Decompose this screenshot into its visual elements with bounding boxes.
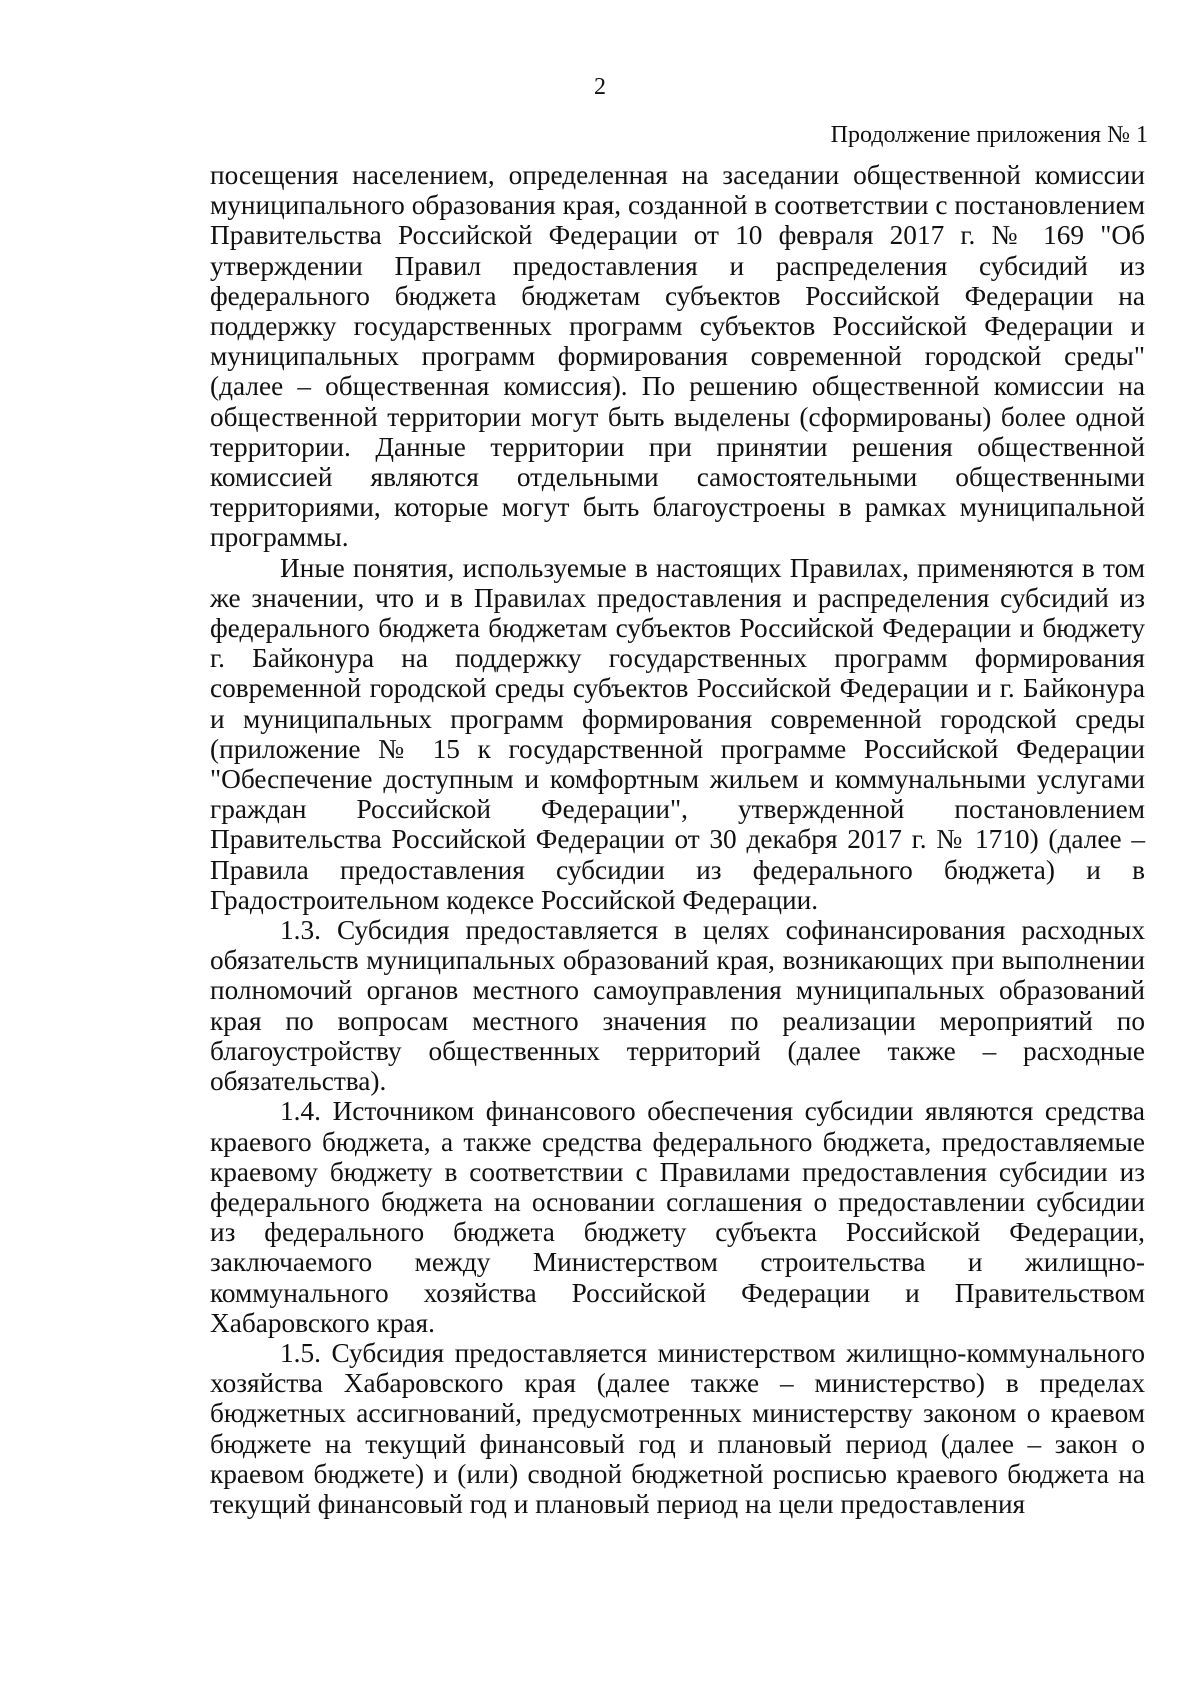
paragraph-other-terms: Иные понятия, используемые в настоящих Правилах, применяются в том же значении, что и в Правилах предоставления и распределения субсидий из федерального бюджета бюджетам субъектов Российской Федерации и бюджету г. Байконура на поддержку государственных программ формирования современной городской среды субъектов Российской Федерации и г. Байконура и муниципальных программ формирования современной городской среды (приложение № 15 к государственной программе Российской Федерации "Обеспечение доступным и комфортным жильем и коммунальными услугами граждан Российской Федерации", утвержденной постановлением Правительства Российской Федерации от 30 декабря 2017 г. № 1710) (далее – Правила предоставления субсидии из федерального бюджета) и в Градостроительном кодексе Российской Федерации. <box>210 552 1145 915</box>
page-number: 2 <box>594 74 606 100</box>
paragraph-continued: посещения населением, определенная на заседании общественной комиссии муниципального образования края, созданной в соответствии с постановлением Правительства Российской Федерации от 10 февраля 2017 г. № 169 "Об утверждении Правил предоставления и распределения субсидий из федерального бюджета бюджетам субъектов Российской Федерации на поддержку государственных программ субъектов Российской Федерации и муниципальных программ формирования современной городской среды" (далее – общественная комиссия). По решению общественной комиссии на общественной территории могут быть выделены (сформированы) более одной территории. Данные территории при принятии решения общественной комиссией являются отдельными самостоятельными общественными территориями, которые могут быть благоустроены в рамках муниципальной программы. <box>210 160 1145 553</box>
paragraph-1-4: 1.4. Источником финансового обеспечения субсидии являются средства краевого бюджета, а также средства федерального бюджета, предоставляемые краевому бюджету в соответствии с Правилами предоставления субсидии из федерального бюджета на основании соглашения о предоставлении субсидии из федерального бюджета бюджету субъекта Российской Федерации, заключаемого между Министерством строительства и жилищно-коммунального хозяйства Российской Федерации и Правительством Хабаровского края. <box>210 1096 1145 1338</box>
document-body <box>210 160 1145 1519</box>
paragraph-1-5: 1.5. Субсидия предоставляется министерством жилищно-коммунального хозяйства Хабаровского края (далее также – министерство) в пределах бюджетных ассигнований, предусмотренных министерству законом о краевом бюджете на текущий финансовый год и плановый период (далее – закон о краевом бюджете) и (или) сводной бюджетной росписью краевого бюджета на текущий финансовый год и плановый период на цели предоставления <box>210 1337 1145 1519</box>
appendix-continuation-label: Продолжение приложения № 1 <box>830 122 1148 148</box>
paragraph-1-3: 1.3. Субсидия предоставляется в целях софинансирования расходных обязательств муниципальных образований края, возникающих при выполнении полномочий органов местного самоуправления муниципальных образований края по вопросам местного значения по реализации мероприятий по благоустройству общественных территорий (далее также – расходные обязательства). <box>210 915 1145 1097</box>
